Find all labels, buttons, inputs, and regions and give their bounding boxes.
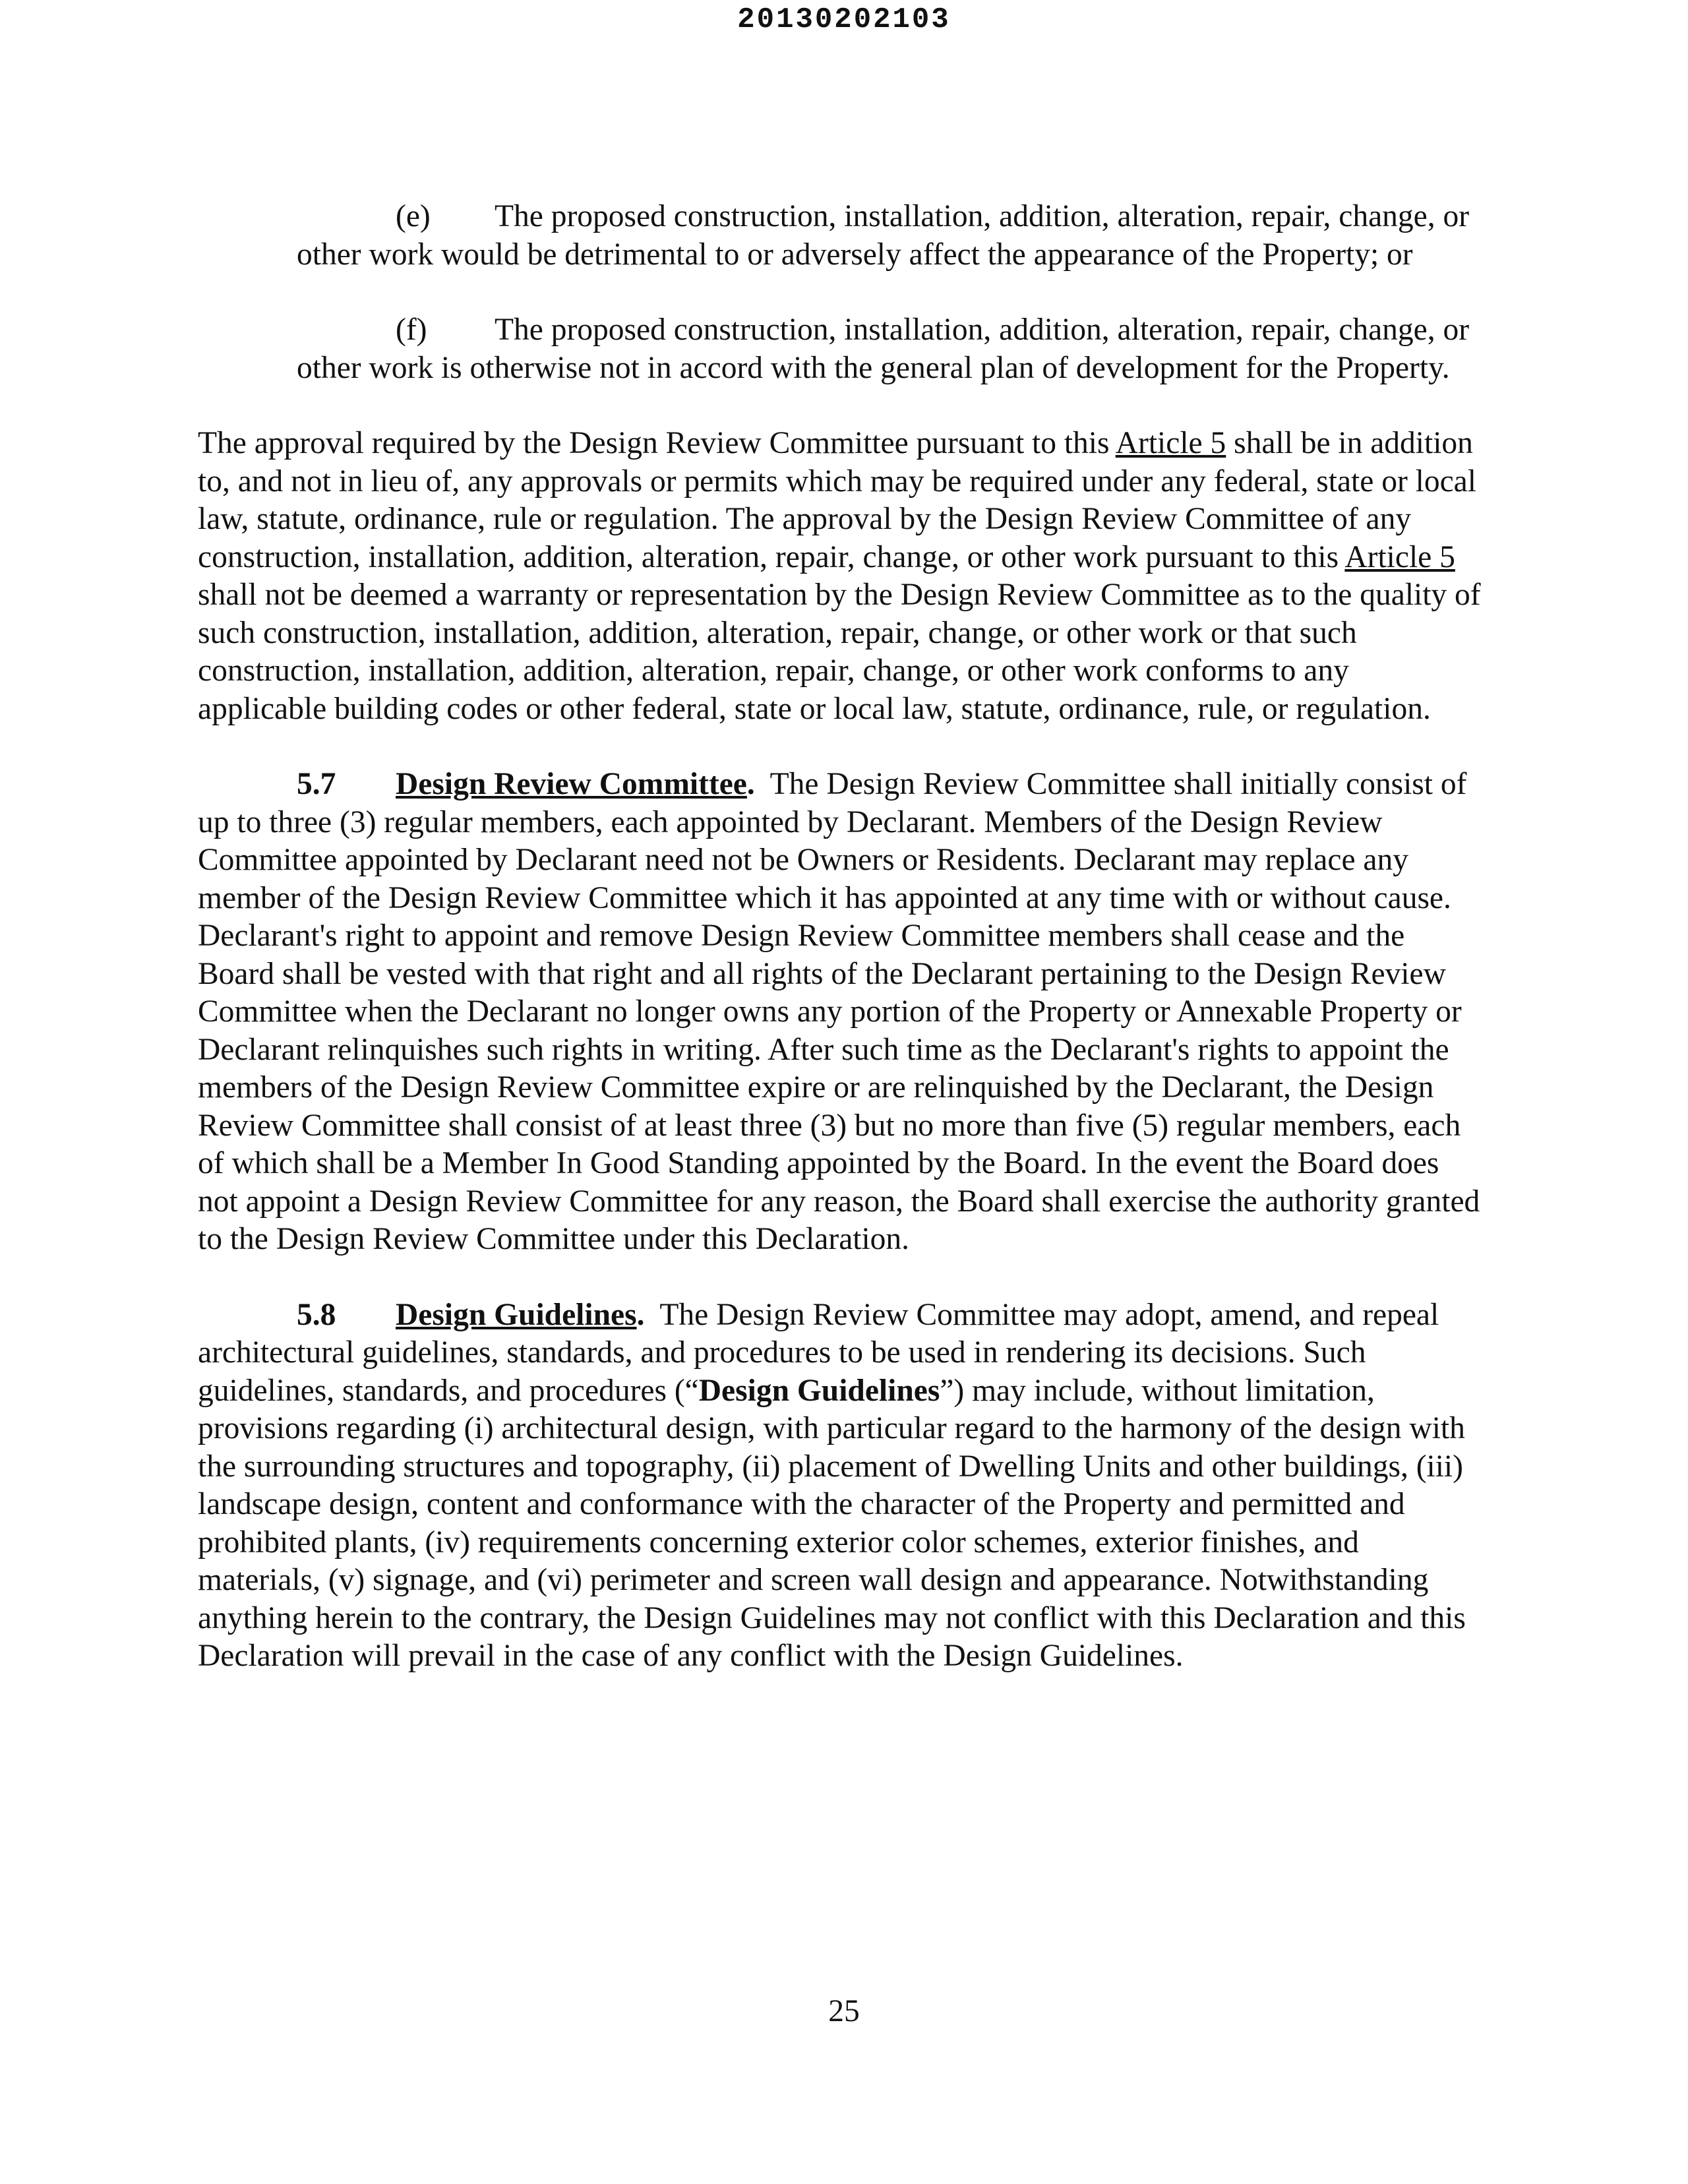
- list-item-text: The proposed construction, installation, addition, alteration, repair, change, or other work would be detrimental to or adversely affect the appearance of the Property; or: [297, 199, 1470, 272]
- list-item-text: The proposed construction, installation, addition, alteration, repair, change, or other work is otherwise not in accord with the general plan of development for the Property.: [297, 313, 1470, 385]
- article-reference: Article 5: [1344, 539, 1455, 574]
- list-items: [297, 198, 1484, 387]
- section-text: The Design Review Committee shall initially consist of up to three (3) regular members, each appointed by Declarant. Members of the Design Review Committee appointed by Declarant need not be Owners or Residents. Declarant may replace any member of the Design Review Committee which it has appointed at any time with or without cause. Declarant's right to appoint and remove Design Review Committee members shall cease and the Board shall be vested with that right and all rights of the Declarant pertaining to the Design Review Committee when the Declarant no longer owns any portion of the Property or Annexable Property or Declarant relinquishes such rights in writing. After such time as the Declarant's rights to appoint the members of the Design Review Committee expire or are relinquished by the Declarant, the Design Review Committee shall consist of at least three (3) but no more than five (5) regular members, each of which shall be a Member In Good Standing appointed by the Board. In the event the Board does not appoint a Design Review Committee for any reason, the Board shall exercise the authority granted to the Design Review Committee under this Declaration.: [198, 767, 1480, 1256]
- section-text-1: The Design Review Committee may adopt, amend, and repeal architectural guidelines, standards, and procedures to be used in rendering its decisions. Such guidelines, standards, and procedures (“: [198, 1297, 1439, 1408]
- article-reference: Article 5: [1115, 426, 1226, 460]
- approval-text-3: shall not be deemed a warranty or representation by the Design Review Committee as to the quality of such construction, installation, addition, alteration, repair, change, or other work or that such construction, installation, addition, alteration, repair, change, or other work conforms to any applicable building codes or other federal, state or local law, statute, ordinance, rule, or regulation.: [198, 578, 1481, 726]
- section-title: Design Review Committee: [396, 767, 747, 801]
- list-item-f: [297, 311, 1484, 387]
- section-number: 5.8: [297, 1297, 336, 1332]
- section-number: 5.7: [297, 767, 336, 801]
- section-title: Design Guidelines: [396, 1297, 637, 1332]
- section-title-period: .: [746, 767, 755, 801]
- section-title-period: .: [636, 1297, 645, 1332]
- list-item-e: [297, 198, 1484, 274]
- list-item-label: (e): [396, 199, 431, 233]
- document-body: [198, 198, 1484, 1713]
- page-number: 25: [828, 1994, 860, 2028]
- section-5-7: [198, 766, 1484, 1259]
- list-item-label: (f): [396, 313, 427, 347]
- section-text-2: ”) may include, without limitation, provisions regarding (i) architectural design, with particular regard to the harmony of the design with the surrounding structures and topography, (ii) placement of Dwelling Units and other buildings, (iii) landscape design, content and conformance with the character of the Property and permitted and prohibited plants, (iv) requirements concerning exterior color schemes, exterior finishes, and materials, (v) signage, and (vi) perimeter and screen wall design and appearance. Notwithstanding anything herein to the contrary, the Design Guidelines may not conflict with this Declaration and this Declaration will prevail in the case of any conflict with the Design Guidelines.: [198, 1373, 1466, 1673]
- section-5-8: [198, 1296, 1484, 1676]
- document-number: 20130202103: [737, 3, 951, 36]
- approval-text-2: shall be in addition to, and not in lieu of, any approvals or permits which may be required under any federal, state or local law, statute, ordinance, rule or regulation. The approval by the Design Review Committee of any construction, installation, addition, alteration, repair, change, or other work pursuant to this: [198, 426, 1476, 574]
- approval-text-1: The approval required by the Design Review Committee pursuant to this: [198, 426, 1116, 460]
- approval-paragraph: [198, 425, 1484, 728]
- defined-term: Design Guidelines: [698, 1373, 940, 1408]
